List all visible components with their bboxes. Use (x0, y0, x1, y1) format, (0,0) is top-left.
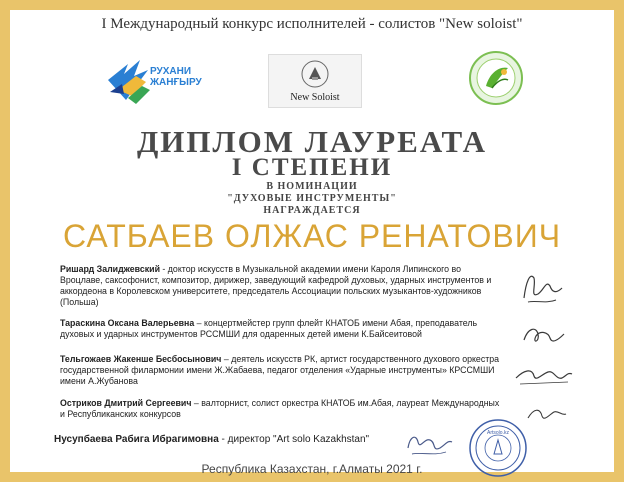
diploma-degree: I СТЕПЕНИ (231, 154, 393, 181)
jury-member (60, 398, 500, 420)
new-soloist-logo (268, 54, 362, 108)
diploma-title: ДИПЛОМ ЛАУРЕАТА (136, 124, 488, 159)
jury-member (60, 318, 500, 340)
director-role: - директор "Art solo Kazakhstan" (218, 434, 370, 445)
rukhani-line2: ЖАНҒЫРУ (150, 77, 202, 88)
new-soloist-label: New Soloist (290, 92, 340, 103)
jury-member-description: – деятель искусств РК, артист государственного духового оркестра государственной филармонии имени Ж.Жабаева, педагог отделения «Ударные инструменты» КРССМШИ имени А.Жубанова (60, 354, 500, 386)
signature-jury-2 (518, 320, 568, 350)
green-organization-logo (468, 50, 524, 106)
jury-member-name: Остриков Дмитрий Сергеевич (60, 398, 192, 408)
signature-director (402, 428, 454, 460)
awarded-label: НАГРАЖДАЕТСЯ (263, 205, 361, 216)
jury-member-description: - доктор искусств в Музыкальной академии имени Кароля Липинского во Вроцлаве, саксофонист, композитор, дирижер, заведующий кафедрой духовых, ударных инструментов и аккордеона в Королевском университете, председатель Ассоциации польских музыкантов-художников (Польша) (60, 264, 492, 307)
jury-member (60, 264, 500, 308)
jury-member-name: Ришард Залиджевский (60, 264, 160, 274)
rukhani-line1: РУХАНИ (150, 66, 192, 77)
nomination-label: В НОМИНАЦИИ (266, 181, 358, 192)
stamp-text: Artsolo.kz (487, 430, 509, 436)
footer-location-year: Республика Казахстан, г.Алматы 2021 г. (201, 462, 423, 476)
director-name: Нусупбаева Рабига Ибрагимовна (54, 434, 219, 445)
competition-heading: I Международный конкурс исполнителей - солистов "New soloist" (101, 16, 523, 32)
jury-member-description: – валторнист, солист оркестра КНАТОБ им.Абая, лауреат Международных и Республиканских конкурсов (60, 398, 500, 419)
laureate-name: САТБАЕВ ОЛЖАС РЕНАТОВИЧ (62, 218, 562, 254)
nomination-name: "ДУХОВЫЕ ИНСТРУМЕНТЫ" (227, 193, 397, 204)
jury-member-name: Тараскина Оксана Валерьевна (60, 318, 195, 328)
jury-member (60, 354, 500, 387)
jury-member-name: Тельгожаев Жакенше Бесбосынович (60, 354, 222, 364)
director-line (54, 434, 369, 445)
signature-jury-4 (524, 402, 568, 426)
rukhani-zhangyru-logo (96, 50, 202, 110)
signature-jury-3 (512, 360, 574, 390)
new-soloist-emblem-icon (300, 59, 330, 89)
jury-member-description: – концертмейстер групп флейт КНАТОБ имени Абая, преподаватель духовых и ударных инструментов РССМШИ для одаренных детей имени К.Байсеитовой (60, 318, 478, 339)
signature-jury-1 (516, 264, 566, 308)
